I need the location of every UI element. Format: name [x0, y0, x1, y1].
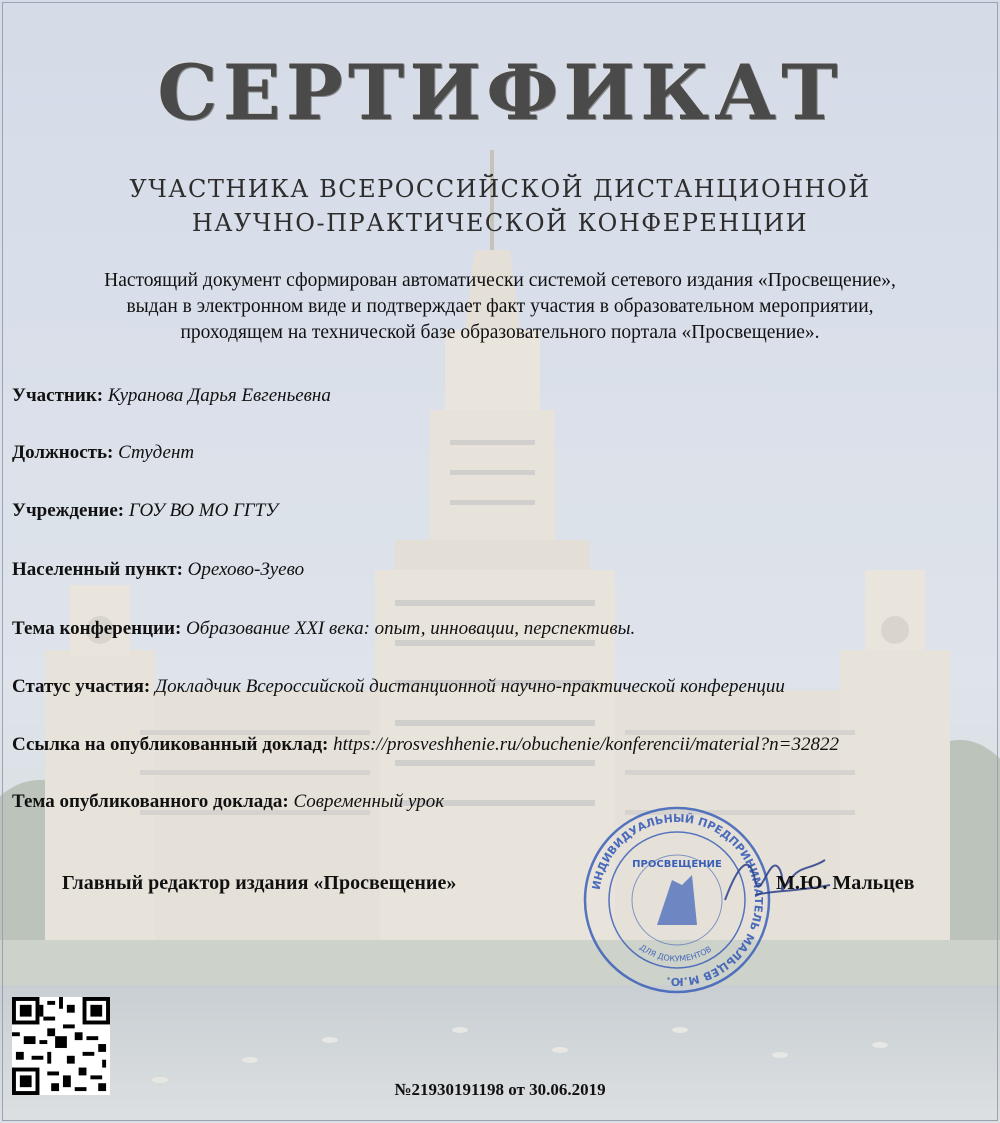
stamp-center-text: ПРОСВЕЩЕНИЕ [632, 859, 722, 870]
field-value: Студент [118, 442, 195, 463]
signer-name: М.Ю. Мальцев [776, 872, 915, 894]
editor-label: Главный редактор издания «Просвещение» [62, 872, 457, 894]
field-value: Орехово-Зуево [187, 559, 305, 580]
field-participant [12, 385, 331, 407]
subtitle-line: НАУЧНО-ПРАКТИЧЕСКОЙ КОНФЕРЕНЦИИ [191, 209, 809, 237]
document-number: №21930191198 от 30.06.2019 [394, 1080, 606, 1099]
field-value: Современный урок [293, 791, 445, 812]
field-institution [12, 500, 278, 522]
field-report-link [12, 734, 839, 756]
field-locality [12, 559, 304, 581]
field-label: Ссылка на опубликованный доклад: [12, 734, 329, 755]
field-label: Тема конференции: [12, 618, 182, 639]
intro-paragraph [40, 268, 960, 346]
intro-line: проходящем на технической базе образовательного портала «Просвещение». [180, 322, 820, 343]
field-value: Образование XXI века: опыт, инновации, перспективы. [186, 618, 636, 639]
field-label: Статус участия: [12, 676, 151, 697]
certificate-title: СЕРТИФИКАТ [157, 48, 843, 137]
field-value: ГОУ ВО МО ГГТУ [128, 500, 279, 521]
svg-text:ДЛЯ ДОКУМЕНТОВ [638, 943, 713, 964]
intro-line: Настоящий документ сформирован автоматически системой сетевого издания «Просвещение», [104, 270, 896, 291]
field-report-topic [12, 791, 444, 813]
field-label: Должность: [12, 442, 114, 463]
field-label: Учреждение: [12, 500, 125, 521]
subtitle-line: УЧАСТНИКА ВСЕРОССИЙСКОЙ ДИСТАНЦИОННОЙ [129, 175, 871, 203]
certificate-subtitle [0, 172, 1000, 240]
intro-line: выдан в электронном виде и подтверждает факт участия в образовательном мероприятии, [126, 296, 874, 317]
stamp-outer-text: ИНДИВИДУАЛЬНЫЙ ПРЕДПРИНИМАТЕЛЬ МАЛЬЦЕВ М.Ю. [589, 811, 766, 989]
report-link[interactable]: https://prosveshhenie.ru/obuchenie/konferencii/material?n=32822 [333, 734, 839, 755]
stamp-bottom-text: ДЛЯ ДОКУМЕНТОВ [637, 942, 714, 964]
field-position [12, 442, 194, 464]
field-label: Тема опубликованного доклада: [12, 791, 289, 812]
field-value: Докладчик Всероссийской дистанционной научно-практической конференции [155, 676, 785, 697]
field-conference-topic [12, 618, 635, 640]
field-participation-status [12, 676, 785, 698]
field-value: Куранова Дарья Евгеньевна [107, 385, 331, 406]
field-label: Населенный пункт: [12, 559, 183, 580]
field-label: Участник: [12, 385, 104, 406]
